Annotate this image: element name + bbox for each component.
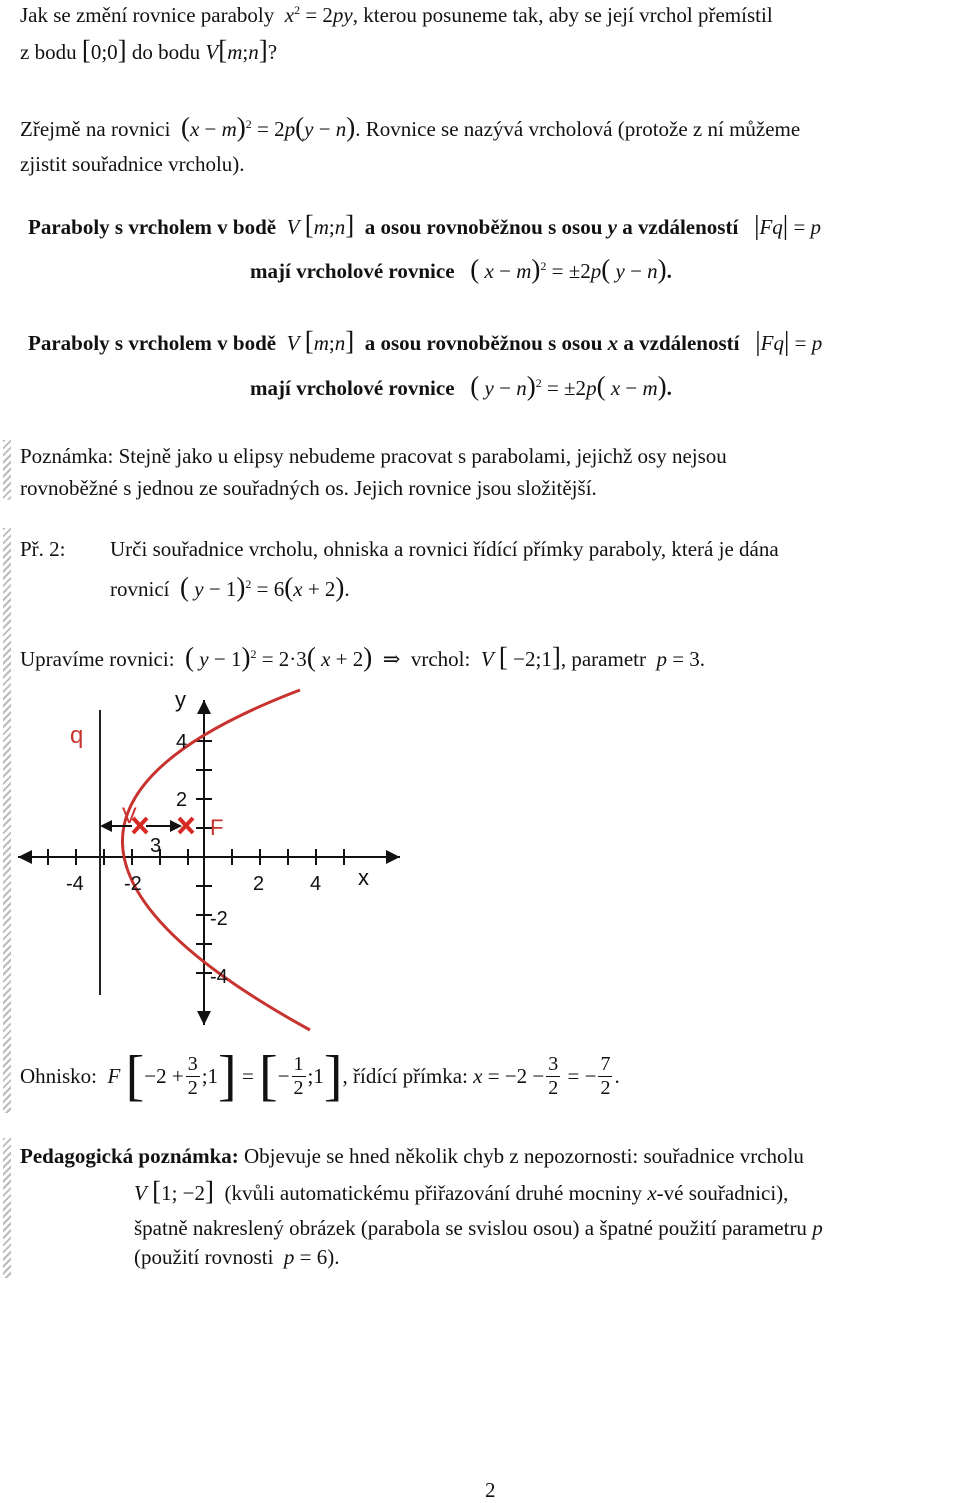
- x-axis-arrow-right: [386, 850, 400, 864]
- note-margin-hatch: [3, 440, 11, 500]
- directrix-label: q: [70, 722, 84, 749]
- parameter-label: 3: [150, 835, 162, 857]
- x-tick-label-4: 4: [310, 873, 322, 895]
- y-axis-label: y: [175, 687, 186, 712]
- y-tick-label-neg2: -2: [210, 908, 228, 930]
- y-tick-label-4: 4: [176, 731, 188, 753]
- x-tick-label-neg4: -4: [66, 873, 84, 895]
- pedagogic-note-line4: (použití rovnosti p = 6).: [134, 1245, 340, 1269]
- x-tick-label-2: 2: [253, 873, 265, 895]
- pedagogic-note-line2: V [1; −2] (kvůli automatickému přiřazování druhé mocniny x-vé souřadnici),: [134, 1176, 789, 1206]
- x-tick-label-neg2: -2: [124, 873, 142, 895]
- y-axis-arrow-bottom: [197, 1011, 211, 1025]
- example-task-line1: Urči souřadnice vrcholu, ohniska a rovnici řídící přímky paraboly, která je dána: [110, 537, 779, 561]
- rule1-line2: mají vrcholové rovnice ( x − m)$^2$ = ±2p( y − n).: [250, 254, 672, 284]
- rule2-line1: Paraboly s vrcholem v bodě V [m;n] a osou rovnoběžnou s osou x a vzdáleností |Fq| = p: [28, 326, 823, 356]
- vertex-label: V: [122, 803, 137, 828]
- page-number: 2: [485, 1478, 496, 1502]
- example-task-line2: rovnicí ( y − 1)$^2$ = 6(x + 2).: [110, 572, 350, 602]
- parabola-graph: [0, 685, 440, 1035]
- rule1-line1: Paraboly s vrcholem v bodě V [m;n] a osou rovnoběžnou s osou y a vzdáleností |Fq| = p: [28, 210, 822, 240]
- question-line1: Jak se změní rovnice paraboly $x^2 = 2py$, kterou posuneme tak, aby se její vrchol přemístil: [20, 3, 773, 27]
- answer-line1: Zřejmě na rovnici $(x - m)^2 = 2p(y - n)$. Rovnice se nazývá vrcholová (protože z ní můžeme: [20, 112, 801, 142]
- pedagogic-note-line3: špatně nakreslený obrázek (parabola se svislou osou) a špatné použití parametru p: [134, 1216, 823, 1240]
- example-label: Př. 2:: [20, 537, 66, 561]
- solution-line: Upravíme rovnici: ( y − 1)$^2$ = 2·3( x + 2) ⇒ vrchol: V [ −2;1], parametr p = 3.: [20, 642, 706, 672]
- pedagogic-margin-hatch: [3, 1138, 11, 1278]
- arrow-head-left: [100, 820, 112, 832]
- x-axis-arrow-left: [18, 850, 32, 864]
- note1-line2: rovnoběžné s jednou ze souřadných os. Jejich rovnice jsou složitější.: [20, 476, 597, 500]
- focus-marker: [179, 818, 193, 833]
- focus-label: F: [210, 815, 224, 840]
- question-line2: z bodu [0;0] do bodu V[m;n]?: [20, 35, 278, 65]
- x-axis-label: x: [358, 865, 369, 890]
- y-axis-arrow-top: [197, 700, 211, 714]
- focus-line: Ohnisko: F [ −2 + $\frac{3}{2}$ ;1 ] = [ − $\frac{1}{2}$ ;1 ] , řídící přímka: x = −2 − $\frac{3}{2}$ = − $\frac{7}{2}$ .: [20, 1045, 620, 1107]
- pedagogic-note-line1: Pedagogická poznámka: Objevuje se hned několik chyb z nepozornosti: souřadnice vrcholu: [20, 1144, 804, 1168]
- y-tick-label-neg4: -4: [210, 966, 228, 988]
- y-tick-label-2: 2: [176, 789, 188, 811]
- rule2-line2: mají vrcholové rovnice ( y − n)$^2$ = ±2p( x − m).: [250, 371, 672, 401]
- answer-line2: zjistit souřadnice vrcholu).: [20, 152, 245, 176]
- note1-line1: Poznámka: Stejně jako u elipsy nebudeme pracovat s parabolami, jejichž osy nejsou: [20, 444, 727, 468]
